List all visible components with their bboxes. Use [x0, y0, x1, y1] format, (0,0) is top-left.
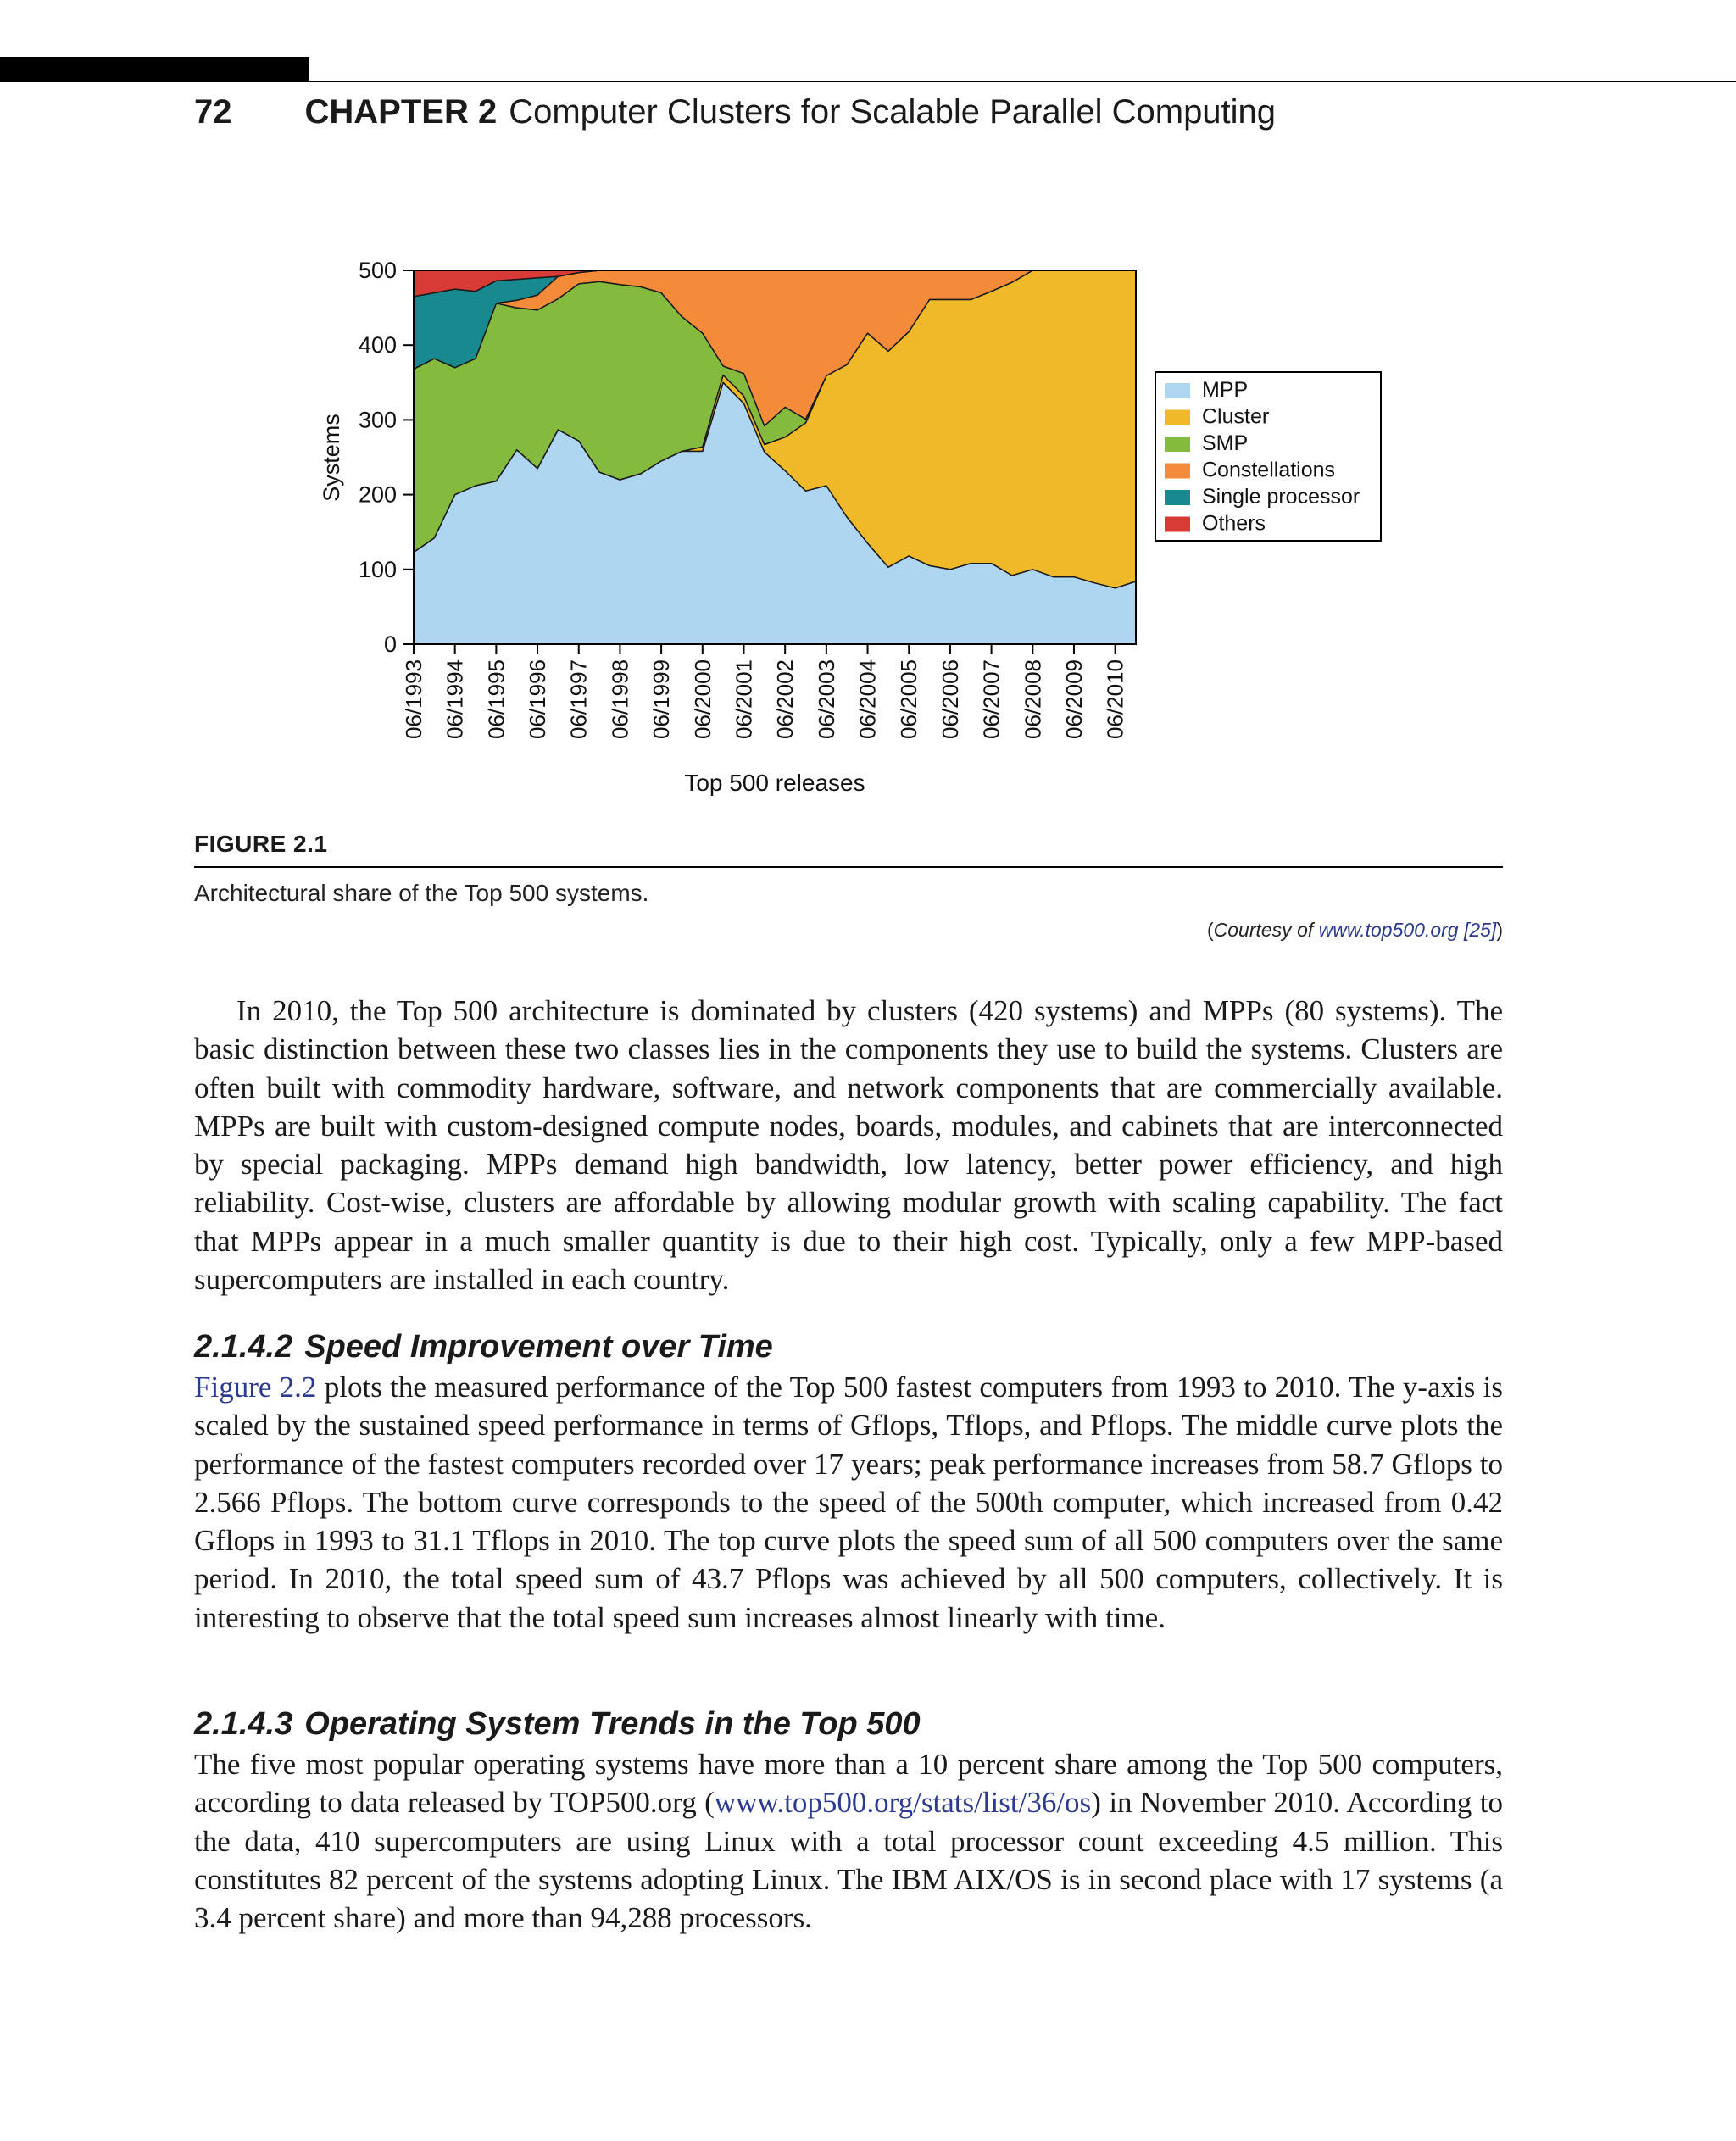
chapter-title: Computer Clusters for Scalable Parallel Computing	[509, 93, 1277, 131]
courtesy-close: )	[1496, 919, 1503, 941]
x-tick-label: 06/2001	[731, 659, 757, 739]
x-tick-label: 06/1999	[648, 659, 675, 739]
x-tick-label: 06/2007	[978, 659, 1004, 739]
legend-label: MPP	[1202, 378, 1249, 402]
x-tick-label: 06/2010	[1102, 659, 1128, 739]
architecture-share-chart	[0, 0, 1736, 814]
paragraph-os-text-b: ) in November 2010. According to the data, 410 supercomputers are using Linux with a total processor count exceeding 4.5 million. This constitutes 82 percent of the systems adopting Linux. The IBM AIX/OS is in second place with 17 systems (a 3.4 percent share) and more than 94,288 processors.	[194, 1786, 1503, 1935]
section-title: Operating System Trends in the Top 500	[304, 1706, 921, 1742]
x-tick-label: 06/2005	[896, 659, 922, 739]
x-axis	[401, 644, 1128, 739]
legend-swatch	[1165, 517, 1190, 532]
x-tick-label: 06/1997	[565, 659, 592, 739]
x-tick-label: 06/2008	[1020, 659, 1046, 739]
legend-swatch	[1165, 490, 1190, 505]
legend-label: Cluster	[1202, 404, 1270, 429]
y-tick-label: 200	[358, 481, 397, 508]
section-number: 2.1.4.3	[194, 1706, 293, 1742]
courtesy-link[interactable]: www.top500.org [25]	[1318, 919, 1497, 941]
section-heading-speed	[194, 1329, 773, 1365]
x-tick-label: 06/1996	[525, 659, 551, 739]
x-tick-label: 06/2006	[937, 659, 963, 739]
x-tick-label: 06/1995	[483, 659, 509, 739]
section-number: 2.1.4.2	[194, 1329, 293, 1365]
legend-label: Others	[1202, 511, 1266, 536]
section-title: Speed Improvement over Time	[304, 1329, 773, 1365]
paragraph-speed-text: plots the measured performance of the Top 500 fastest computers from 1993 to 2010. The y-axis is scaled by the sustained speed performance in terms of Gflops, Tflops, and Pflops. The middle curve plots the performance of the fastest computers recorded over 17 years; peak performance increases from 58.7 Gflops to 2.566 Pflops. The bottom curve corresponds to the speed of the 500th computer, which increased from 0.42 Gflops in 1993 to 31.1 Tflops in 2010. The top curve plots the speed sum of all 500 computers over the same period. In 2010, the total speed sum of 43.7 Pflops was achieved by all 500 computers, collectively. It is interesting to observe that the total speed sum increases almost linearly with time.	[194, 1371, 1503, 1634]
x-tick-label: 06/2004	[854, 659, 881, 739]
y-axis	[359, 258, 414, 657]
x-tick-label: 06/1993	[401, 659, 426, 739]
os-stats-link[interactable]: www.top500.org/stats/list/36/os	[714, 1786, 1092, 1820]
paragraph-architecture: In 2010, the Top 500 architecture is dominated by clusters (420 systems) and MPPs (80 systems). The basic distinction between these two classes lies in the components they use to build the systems. Clusters are often built with commodity hardware, software, and network components that are commercially available. MPPs are built with custom-designed compute nodes, boards, modules, and cabinets that are interconnected by special packaging. MPPs demand high bandwidth, low latency, better power efficiency, and high reliability. Cost-wise, clusters are affordable by allowing modular growth with scaling capability. The fact that MPPs appear in a much smaller quantity is due to their high cost. Typically, only a few MPP-based supercomputers are installed in each country.	[194, 994, 1503, 1297]
y-tick-label: 0	[383, 631, 397, 657]
section-heading-os	[194, 1706, 921, 1743]
legend-label: SMP	[1202, 431, 1249, 455]
x-tick-label: 06/2009	[1061, 659, 1087, 739]
x-tick-label: 06/2000	[689, 659, 715, 739]
legend	[1155, 372, 1381, 541]
y-tick-label: 100	[358, 556, 397, 582]
legend-label: Single processor	[1202, 485, 1360, 509]
x-tick-label: 06/2003	[813, 659, 839, 739]
legend-label: Constellations	[1202, 458, 1336, 482]
legend-swatch	[1165, 383, 1190, 398]
legend-swatch	[1165, 464, 1190, 479]
chart-areas	[414, 270, 1136, 644]
legend-swatch	[1165, 410, 1190, 425]
courtesy-open: (	[1206, 919, 1214, 941]
x-tick-label: 06/1994	[442, 659, 468, 739]
y-tick-label: 400	[358, 332, 397, 359]
figure-caption: Architectural share of the Top 500 systems.	[194, 880, 649, 906]
figure-rule	[194, 866, 1503, 868]
figure-courtesy	[1207, 919, 1503, 942]
figure-reference-link[interactable]: Figure 2.2	[194, 1371, 317, 1404]
x-tick-label: 06/2002	[772, 659, 798, 739]
y-tick-label: 500	[358, 258, 397, 283]
paragraph-os-text-a: The five most popular operating systems have more than a 10 percent share among the Top 500 computers, according to data released by TOP500.org (	[194, 1748, 1503, 1820]
x-axis-label: Top 500 releases	[684, 770, 865, 796]
paragraph-speed	[194, 1368, 1503, 1637]
y-axis-label: Systems	[319, 414, 344, 502]
paragraph-os	[194, 1745, 1503, 1937]
chapter-label: CHAPTER 2	[304, 93, 498, 131]
x-tick-label: 06/1998	[607, 659, 633, 739]
y-tick-label: 300	[358, 407, 397, 433]
legend-swatch	[1165, 437, 1190, 452]
page-number: 72	[194, 93, 232, 131]
figure-label: FIGURE 2.1	[194, 831, 328, 857]
courtesy-text: Courtesy of	[1213, 919, 1319, 941]
